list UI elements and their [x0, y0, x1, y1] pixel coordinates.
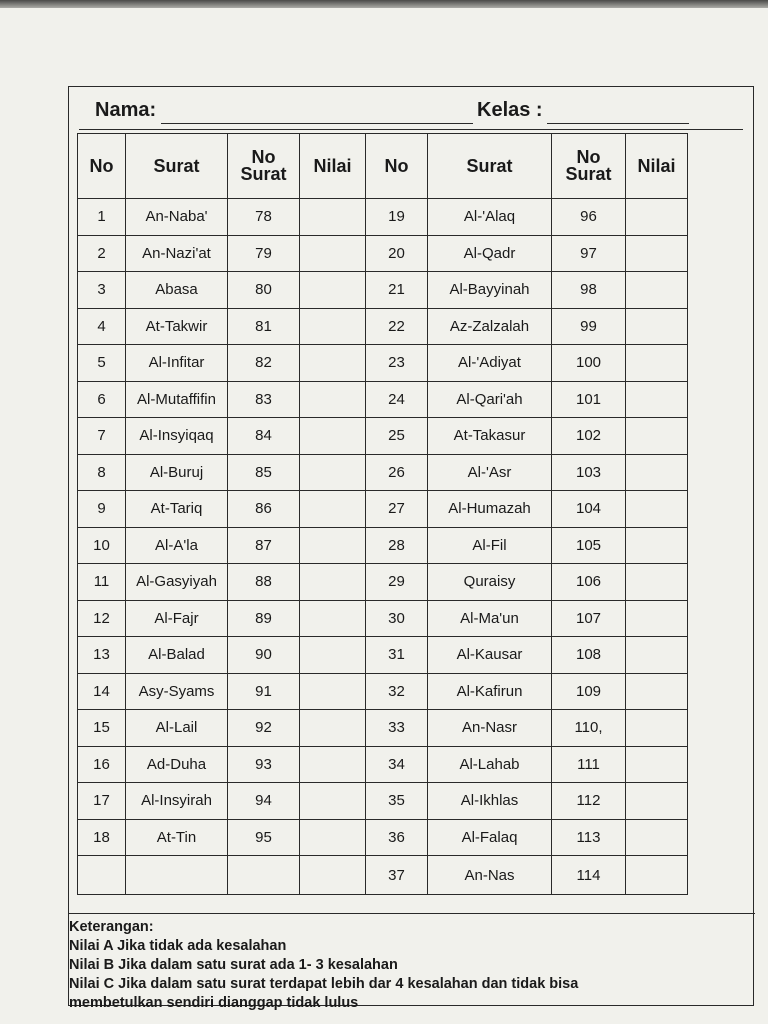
left-no-surat-cell: 82	[228, 345, 300, 382]
name-label: Nama:	[95, 99, 157, 121]
right-surat-cell: Al-Qadr	[428, 235, 552, 272]
left-surat-cell: Al-Fajr	[126, 600, 228, 637]
right-nilai-cell[interactable]	[626, 564, 688, 601]
right-surat-cell: An-Nasr	[428, 710, 552, 747]
left-no-cell: 4	[78, 308, 126, 345]
left-no-cell: 6	[78, 381, 126, 418]
left-surat-cell: Ad-Duha	[126, 746, 228, 783]
right-no-surat-cell: 105	[552, 527, 626, 564]
form-sheet	[68, 86, 754, 1011]
right-nilai-cell[interactable]	[626, 710, 688, 747]
right-surat-cell: Al-'Alaq	[428, 199, 552, 236]
left-nilai-cell[interactable]	[300, 527, 366, 564]
col-header-no-surat: No Surat	[228, 134, 300, 199]
right-no-cell: 35	[366, 783, 428, 820]
note-line: Nilai A Jika tidak ada kesalahan	[69, 938, 287, 954]
right-no-surat-cell: 112	[552, 783, 626, 820]
col-header-nilai: Nilai	[626, 134, 688, 199]
right-nilai-cell[interactable]	[626, 527, 688, 564]
left-no-surat-cell: 91	[228, 673, 300, 710]
left-no-cell: 2	[78, 235, 126, 272]
table-row	[78, 673, 688, 710]
right-nilai-cell[interactable]	[626, 491, 688, 528]
table-row	[78, 454, 688, 491]
right-no-cell: 26	[366, 454, 428, 491]
right-no-cell: 23	[366, 345, 428, 382]
left-nilai-cell[interactable]	[300, 746, 366, 783]
note-line: membetulkan sendiri dianggap tidak lulus	[69, 995, 359, 1011]
right-nilai-cell[interactable]	[626, 637, 688, 674]
name-blank-line[interactable]	[161, 123, 473, 124]
left-no-surat-cell: 79	[228, 235, 300, 272]
table-row	[78, 637, 688, 674]
table-header-row	[78, 134, 688, 199]
left-no-surat-cell: 90	[228, 637, 300, 674]
right-no-surat-cell: 99	[552, 308, 626, 345]
right-surat-cell: Al-Fil	[428, 527, 552, 564]
right-nilai-cell[interactable]	[626, 235, 688, 272]
left-nilai-cell[interactable]	[300, 564, 366, 601]
left-surat-cell: Al-Insyirah	[126, 783, 228, 820]
right-nilai-cell[interactable]	[626, 454, 688, 491]
left-nilai-cell[interactable]	[300, 710, 366, 747]
left-no-cell: 18	[78, 819, 126, 856]
left-no-cell: 8	[78, 454, 126, 491]
left-surat-cell: Al-Infitar	[126, 345, 228, 382]
right-surat-cell: Al-Lahab	[428, 746, 552, 783]
col-header-surat: Surat	[428, 134, 552, 199]
right-surat-cell: Az-Zalzalah	[428, 308, 552, 345]
right-surat-cell: Al-Falaq	[428, 819, 552, 856]
right-nilai-cell[interactable]	[626, 856, 688, 895]
left-no-surat-cell: 87	[228, 527, 300, 564]
left-no-surat-cell: 86	[228, 491, 300, 528]
right-no-surat-cell: 110,	[552, 710, 626, 747]
table-row	[78, 418, 688, 455]
left-no-cell: 17	[78, 783, 126, 820]
left-nilai-cell[interactable]	[300, 637, 366, 674]
left-nilai-cell[interactable]	[300, 856, 366, 895]
right-surat-cell: Al-Ma'un	[428, 600, 552, 637]
right-no-cell: 28	[366, 527, 428, 564]
left-surat-cell: An-Naba'	[126, 199, 228, 236]
col-header-surat: Surat	[126, 134, 228, 199]
left-surat-cell: Asy-Syams	[126, 673, 228, 710]
right-no-surat-cell: 104	[552, 491, 626, 528]
right-no-cell: 20	[366, 235, 428, 272]
left-surat-cell: At-Takwir	[126, 308, 228, 345]
right-nilai-cell[interactable]	[626, 199, 688, 236]
table-row	[78, 746, 688, 783]
table-row	[78, 710, 688, 747]
left-surat-cell: Al-Buruj	[126, 454, 228, 491]
left-no-cell: 7	[78, 418, 126, 455]
left-nilai-cell[interactable]	[300, 345, 366, 382]
right-no-cell: 24	[366, 381, 428, 418]
left-surat-cell: Al-Gasyiyah	[126, 564, 228, 601]
table-row	[78, 600, 688, 637]
right-no-cell: 19	[366, 199, 428, 236]
right-no-surat-cell: 114	[552, 856, 626, 895]
right-surat-cell: Al-Ikhlas	[428, 783, 552, 820]
left-nilai-cell[interactable]	[300, 819, 366, 856]
table-row	[78, 381, 688, 418]
left-surat-cell: Al-Insyiqaq	[126, 418, 228, 455]
note-line: Nilai B Jika dalam satu surat ada 1- 3 kesalahan	[69, 957, 398, 973]
right-surat-cell: At-Takasur	[428, 418, 552, 455]
right-no-cell: 30	[366, 600, 428, 637]
left-no-surat-cell: 89	[228, 600, 300, 637]
right-surat-cell: Al-'Asr	[428, 454, 552, 491]
table-row	[78, 199, 688, 236]
right-no-cell: 34	[366, 746, 428, 783]
left-surat-cell: Al-Mutaffifin	[126, 381, 228, 418]
left-no-surat-cell: 84	[228, 418, 300, 455]
right-nilai-cell[interactable]	[626, 819, 688, 856]
left-no-cell: 14	[78, 673, 126, 710]
right-no-surat-cell: 103	[552, 454, 626, 491]
left-no-surat-cell: 95	[228, 819, 300, 856]
right-no-surat-cell: 107	[552, 600, 626, 637]
right-nilai-cell[interactable]	[626, 746, 688, 783]
left-nilai-cell[interactable]	[300, 308, 366, 345]
right-surat-cell: Al-Kafirun	[428, 673, 552, 710]
right-surat-cell: Al-Bayyinah	[428, 272, 552, 309]
table-row	[78, 783, 688, 820]
left-surat-cell: At-Tin	[126, 819, 228, 856]
left-no-surat-cell: 94	[228, 783, 300, 820]
left-no-surat-cell: 92	[228, 710, 300, 747]
right-no-surat-cell: 100	[552, 345, 626, 382]
class-label: Kelas :	[477, 99, 543, 121]
table-row	[78, 527, 688, 564]
table-row	[78, 345, 688, 382]
right-nilai-cell[interactable]	[626, 345, 688, 382]
right-nilai-cell[interactable]	[626, 673, 688, 710]
left-surat-cell: An-Nazi'at	[126, 235, 228, 272]
left-nilai-cell[interactable]	[300, 600, 366, 637]
table-row	[78, 819, 688, 856]
left-no-cell: 5	[78, 345, 126, 382]
right-surat-cell: Al-Kausar	[428, 637, 552, 674]
table-row	[78, 564, 688, 601]
left-no-cell: 3	[78, 272, 126, 309]
right-surat-cell: An-Nas	[428, 856, 552, 895]
notes-title: Keterangan:	[69, 919, 154, 935]
left-no-surat-cell: 93	[228, 746, 300, 783]
right-no-cell: 22	[366, 308, 428, 345]
table-row	[78, 235, 688, 272]
left-no-surat-cell: 81	[228, 308, 300, 345]
right-no-surat-cell: 111	[552, 746, 626, 783]
left-no-surat-cell: 80	[228, 272, 300, 309]
table-row	[78, 308, 688, 345]
right-nilai-cell[interactable]	[626, 783, 688, 820]
right-nilai-cell[interactable]	[626, 600, 688, 637]
right-no-surat-cell: 98	[552, 272, 626, 309]
right-no-surat-cell: 106	[552, 564, 626, 601]
right-no-cell: 29	[366, 564, 428, 601]
left-no-cell: 16	[78, 746, 126, 783]
class-blank-line[interactable]	[547, 123, 689, 124]
left-no-surat-cell: 78	[228, 199, 300, 236]
right-surat-cell: Al-Humazah	[428, 491, 552, 528]
table-row	[78, 856, 688, 895]
left-nilai-cell[interactable]	[300, 199, 366, 236]
left-no-cell: 13	[78, 637, 126, 674]
table-row	[78, 491, 688, 528]
table-row	[78, 272, 688, 309]
col-header-no: No	[78, 134, 126, 199]
left-no-cell: 9	[78, 491, 126, 528]
right-no-cell: 27	[366, 491, 428, 528]
right-no-cell: 32	[366, 673, 428, 710]
right-no-surat-cell: 101	[552, 381, 626, 418]
right-no-cell: 37	[366, 856, 428, 895]
col-header-nilai: Nilai	[300, 134, 366, 199]
left-no-surat-cell	[228, 856, 300, 895]
left-nilai-cell[interactable]	[300, 381, 366, 418]
left-no-cell	[78, 856, 126, 895]
left-nilai-cell[interactable]	[300, 783, 366, 820]
right-nilai-cell[interactable]	[626, 418, 688, 455]
left-no-cell: 11	[78, 564, 126, 601]
right-surat-cell: Al-'Adiyat	[428, 345, 552, 382]
left-surat-cell: Al-A'la	[126, 527, 228, 564]
surah-score-table	[77, 133, 688, 895]
left-nilai-cell[interactable]	[300, 418, 366, 455]
right-surat-cell: Al-Qari'ah	[428, 381, 552, 418]
left-nilai-cell[interactable]	[300, 673, 366, 710]
right-surat-cell: Quraisy	[428, 564, 552, 601]
right-no-surat-cell: 97	[552, 235, 626, 272]
left-no-surat-cell: 83	[228, 381, 300, 418]
left-no-cell: 15	[78, 710, 126, 747]
left-nilai-cell[interactable]	[300, 235, 366, 272]
left-surat-cell	[126, 856, 228, 895]
left-no-cell: 12	[78, 600, 126, 637]
paper	[0, 8, 768, 1024]
col-header-no-surat: No Surat	[552, 134, 626, 199]
right-no-cell: 33	[366, 710, 428, 747]
right-no-cell: 21	[366, 272, 428, 309]
right-nilai-cell[interactable]	[626, 381, 688, 418]
right-no-surat-cell: 113	[552, 819, 626, 856]
right-no-surat-cell: 96	[552, 199, 626, 236]
note-line: Nilai C Jika dalam satu surat terdapat lebih dar 4 kesalahan dan tidak bisa	[69, 976, 579, 992]
right-no-surat-cell: 102	[552, 418, 626, 455]
right-no-surat-cell: 109	[552, 673, 626, 710]
right-nilai-cell[interactable]	[626, 272, 688, 309]
left-no-cell: 10	[78, 527, 126, 564]
left-nilai-cell[interactable]	[300, 272, 366, 309]
left-no-surat-cell: 88	[228, 564, 300, 601]
left-surat-cell: Al-Balad	[126, 637, 228, 674]
right-no-cell: 25	[366, 418, 428, 455]
left-surat-cell: Al-Lail	[126, 710, 228, 747]
right-no-surat-cell: 108	[552, 637, 626, 674]
left-surat-cell: At-Tariq	[126, 491, 228, 528]
right-no-cell: 36	[366, 819, 428, 856]
left-no-surat-cell: 85	[228, 454, 300, 491]
right-no-cell: 31	[366, 637, 428, 674]
left-no-cell: 1	[78, 199, 126, 236]
right-nilai-cell[interactable]	[626, 308, 688, 345]
left-nilai-cell[interactable]	[300, 454, 366, 491]
col-header-no: No	[366, 134, 428, 199]
notes-section	[69, 913, 755, 1013]
left-nilai-cell[interactable]	[300, 491, 366, 528]
form-header	[79, 93, 743, 130]
left-surat-cell: Abasa	[126, 272, 228, 309]
